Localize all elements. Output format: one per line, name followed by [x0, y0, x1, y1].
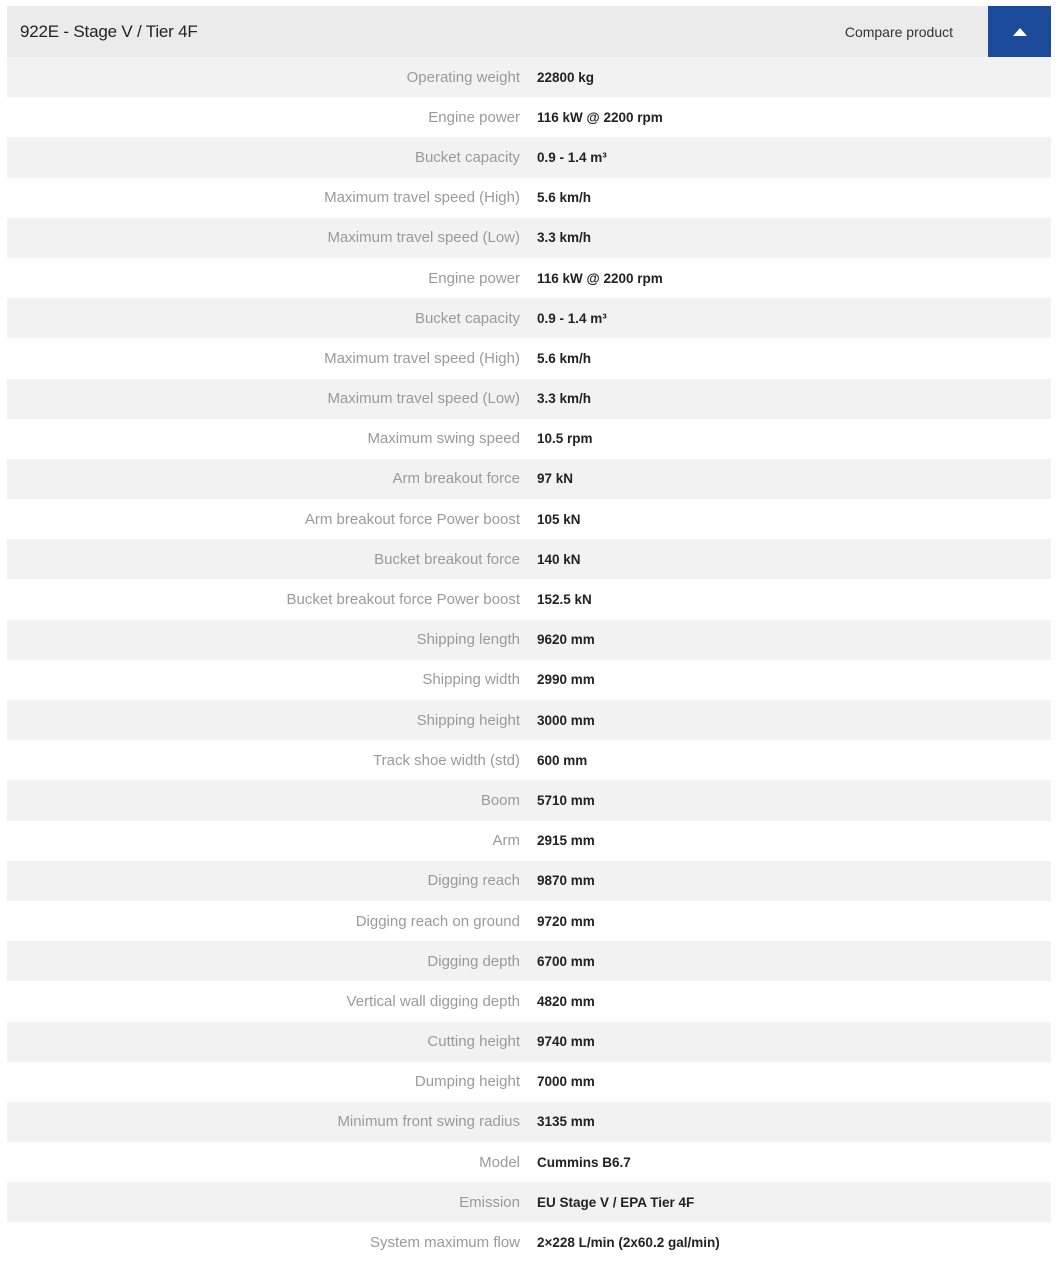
spec-value: 6700 mm	[537, 953, 595, 969]
spec-value: 10.5 rpm	[537, 431, 593, 447]
spec-value: 5.6 km/h	[537, 350, 592, 366]
spec-value: 7000 mm	[537, 1074, 595, 1090]
spec-value: 0.9 - 1.4 m³	[537, 310, 607, 326]
spec-row	[7, 97, 1051, 137]
spec-row	[7, 740, 1051, 780]
spec-value: 9870 mm	[537, 873, 595, 889]
spec-row	[7, 1222, 1051, 1262]
spec-label: Digging depth	[427, 952, 520, 970]
spec-label: Shipping length	[416, 631, 520, 649]
collapse-toggle-button[interactable]	[988, 6, 1051, 57]
spec-row	[7, 298, 1051, 338]
spec-label: Cutting height	[427, 1033, 520, 1051]
spec-row	[7, 1102, 1051, 1142]
spec-row	[7, 1062, 1051, 1102]
spec-label: Arm breakout force Power boost	[304, 510, 520, 528]
spec-row	[7, 981, 1051, 1021]
spec-value: 9720 mm	[537, 913, 595, 929]
spec-row	[7, 1022, 1051, 1062]
spec-row	[7, 218, 1051, 258]
spec-label: Maximum travel speed (High)	[324, 349, 520, 367]
spec-label: Shipping width	[422, 671, 520, 689]
spec-value: 140 kN	[537, 551, 581, 567]
spec-row	[7, 780, 1051, 820]
spec-value: 3.3 km/h	[537, 391, 592, 407]
spec-label: Operating weight	[406, 68, 520, 86]
spec-value: 22800 kg	[537, 69, 595, 85]
spec-label: Shipping height	[416, 711, 520, 729]
spec-value: 9740 mm	[537, 1034, 595, 1050]
spec-row	[7, 178, 1051, 218]
spec-row	[7, 1142, 1051, 1182]
spec-value: 105 kN	[537, 511, 581, 527]
spec-label: Maximum travel speed (Low)	[327, 390, 520, 408]
spec-label: Minimum front swing radius	[337, 1113, 520, 1131]
spec-value: 2990 mm	[537, 672, 595, 688]
product-title: 922E - Stage V / Tier 4F	[20, 21, 198, 41]
spec-label: Dumping height	[414, 1073, 520, 1091]
spec-table	[7, 57, 1051, 1263]
spec-value: 116 kW @ 2200 rpm	[537, 270, 663, 286]
spec-value: 9620 mm	[537, 632, 595, 648]
spec-value: 5710 mm	[537, 792, 595, 808]
spec-value: 4820 mm	[537, 993, 595, 1009]
spec-value: 3000 mm	[537, 712, 595, 728]
spec-label: Emission	[459, 1193, 520, 1211]
spec-row	[7, 821, 1051, 861]
spec-value: 3135 mm	[537, 1114, 595, 1130]
spec-value: 97 kN	[537, 471, 574, 487]
spec-label: Arm breakout force	[392, 470, 520, 488]
product-spec-panel	[7, 6, 1051, 1263]
spec-row	[7, 57, 1051, 97]
spec-row	[7, 579, 1051, 619]
spec-value: 600 mm	[537, 752, 588, 768]
spec-row	[7, 419, 1051, 459]
spec-label: System maximum flow	[369, 1234, 520, 1252]
spec-row	[7, 379, 1051, 419]
panel-header[interactable]	[7, 6, 1051, 57]
spec-label: Maximum swing speed	[367, 430, 520, 448]
spec-row	[7, 539, 1051, 579]
spec-label: Model	[479, 1153, 520, 1171]
spec-row	[7, 1182, 1051, 1222]
caret-up-icon	[1013, 28, 1027, 36]
spec-row	[7, 901, 1051, 941]
spec-row	[7, 499, 1051, 539]
spec-value: 0.9 - 1.4 m³	[537, 149, 607, 165]
spec-value: 2915 mm	[537, 833, 595, 849]
spec-label: Arm	[492, 832, 520, 850]
spec-value: 152.5 kN	[537, 592, 592, 608]
spec-row	[7, 137, 1051, 177]
spec-row	[7, 459, 1051, 499]
spec-label: Vertical wall digging depth	[346, 992, 520, 1010]
spec-label: Digging reach on ground	[355, 912, 520, 930]
spec-label: Digging reach	[427, 872, 520, 890]
spec-label: Engine power	[428, 108, 520, 126]
spec-value: 116 kW @ 2200 rpm	[537, 109, 663, 125]
spec-row	[7, 620, 1051, 660]
spec-label: Boom	[480, 791, 520, 809]
spec-row	[7, 700, 1051, 740]
spec-label: Bucket breakout force Power boost	[286, 591, 520, 609]
spec-value: Cummins B6.7	[537, 1154, 631, 1170]
spec-row	[7, 338, 1051, 378]
spec-label: Maximum travel speed (Low)	[327, 229, 520, 247]
spec-label: Bucket breakout force	[374, 550, 520, 568]
spec-row	[7, 941, 1051, 981]
spec-label: Maximum travel speed (High)	[324, 189, 520, 207]
spec-label: Bucket capacity	[414, 309, 520, 327]
spec-row	[7, 660, 1051, 700]
spec-value: 3.3 km/h	[537, 230, 592, 246]
spec-label: Engine power	[428, 269, 520, 287]
spec-label: Bucket capacity	[414, 148, 520, 166]
spec-row	[7, 861, 1051, 901]
spec-row	[7, 258, 1051, 298]
spec-label: Track shoe width (std)	[373, 751, 520, 769]
compare-product-link[interactable]: Compare product	[844, 23, 953, 40]
spec-value: 2×228 L/min (2x60.2 gal/min)	[537, 1235, 720, 1251]
spec-value: 5.6 km/h	[537, 190, 592, 206]
spec-value: EU Stage V / EPA Tier 4F	[537, 1194, 695, 1210]
